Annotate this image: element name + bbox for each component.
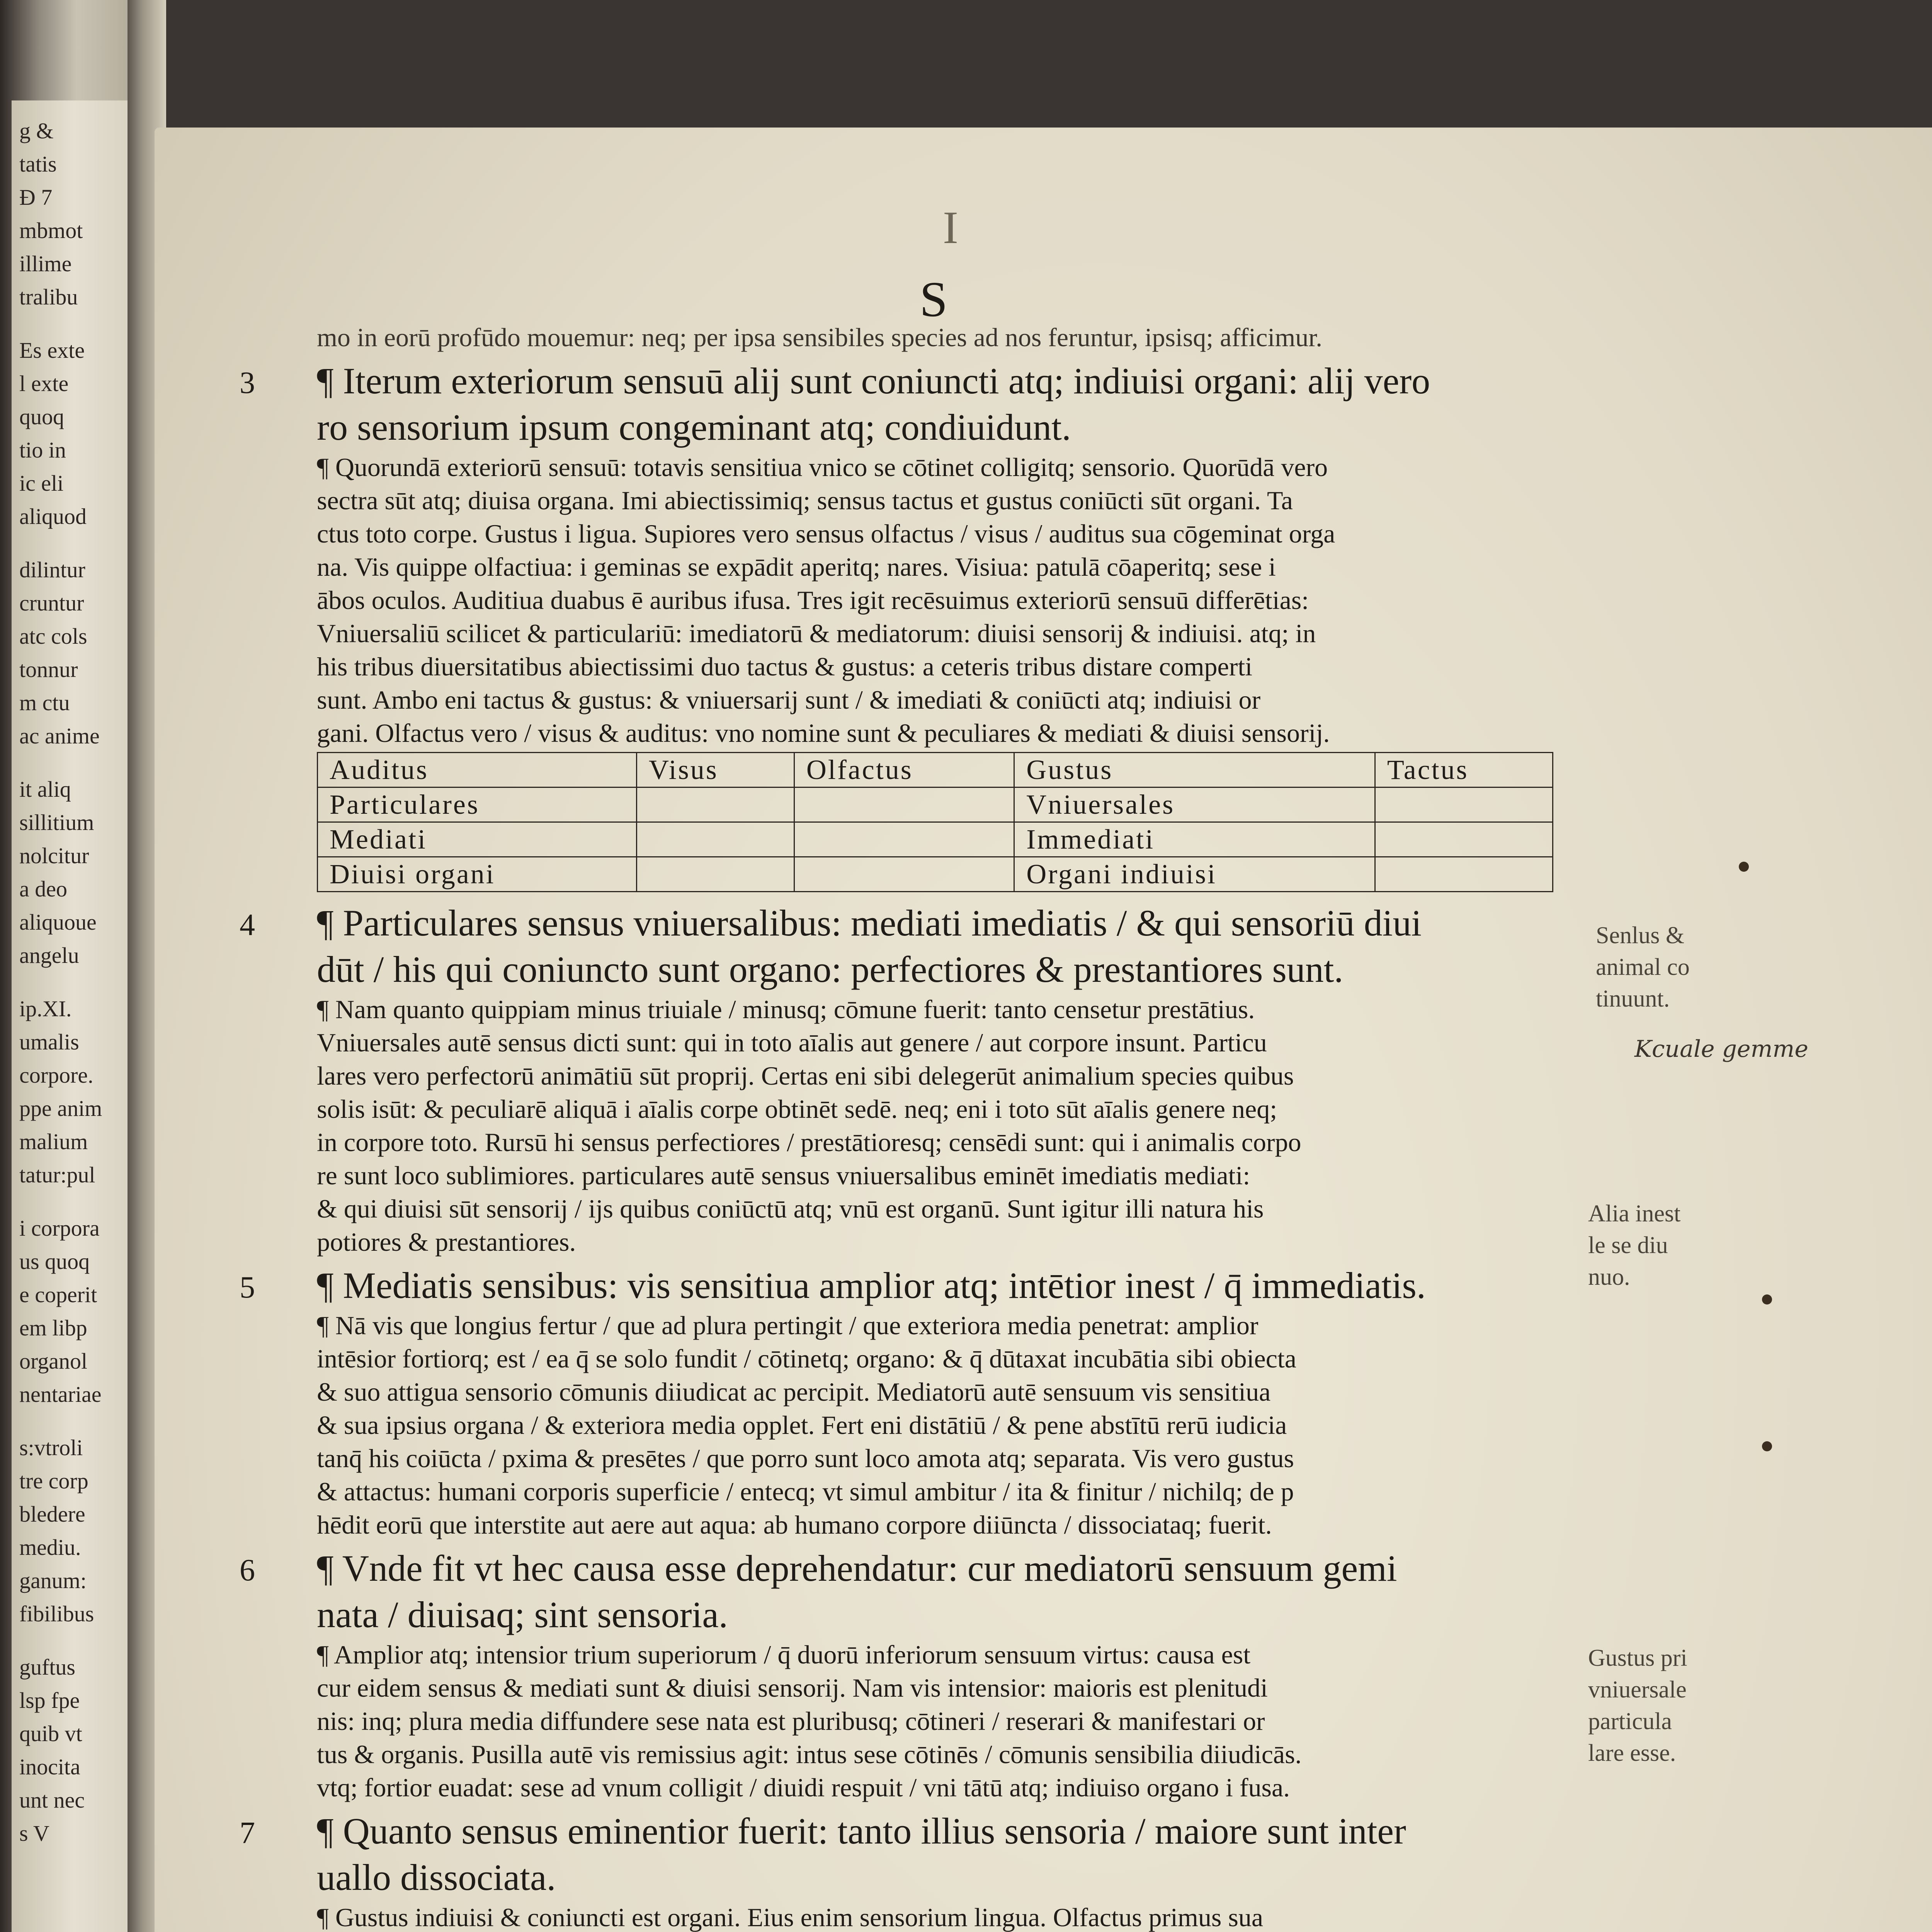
commentary-line: vtq; fortior euadat: sese ad vnum colligit / diuidi respuit / vni tātū atq; indiuiso organo i fusa. (317, 1773, 1290, 1802)
facing-page-fragment: malium (19, 1129, 88, 1154)
facing-page-fragment: umalis (19, 1029, 79, 1054)
table-cell: Immediati (1014, 822, 1375, 857)
proposition-section (240, 1262, 1592, 1541)
handwritten-note: Kcuale gemme (1634, 1036, 1808, 1063)
table-cell: Tactus (1375, 753, 1553, 787)
proposition-number: 3 (240, 366, 255, 400)
table-cell (794, 857, 1014, 892)
facing-page-fragment: s V (19, 1821, 49, 1846)
facing-page-fragment: e coperit (19, 1282, 97, 1307)
facing-page-fragment: g & (19, 118, 54, 143)
table-cell: Olfactus (794, 753, 1014, 787)
facing-page-fragment: inocita (19, 1754, 80, 1779)
facing-page-fragment: tonnur (19, 657, 78, 682)
facing-page-fragment: us quoq (19, 1249, 90, 1274)
proposition-number: 4 (240, 908, 255, 942)
commentary-line: ¶ Amplior atq; intensior trium superiorum / q̄ duorū inferiorum sensuum virtus: causa est (317, 1640, 1251, 1669)
facing-page-fragment: ganum: (19, 1568, 87, 1593)
proposition-heading-line: ro sensorium ipsum congeminant atq; condiuidunt. (317, 406, 1071, 448)
commentary-line: ¶ Quorundā exteriorū sensuū: totavis sensitiua vnico se cōtinet colligitq; sensorio. Quorūdā vero (317, 452, 1328, 482)
margin-note-line: nuo. (1588, 1264, 1630, 1290)
facing-page-fragment: quoq (19, 404, 64, 429)
facing-page-fragment: sillitium (19, 810, 94, 835)
proposition-heading-line: uallo dissociata. (317, 1857, 556, 1898)
facing-page-fragment: it aliq (19, 777, 71, 802)
table-cell (1375, 787, 1553, 822)
margin-note-line: particula (1588, 1708, 1672, 1735)
facing-page-fragment: ic eli (19, 471, 64, 496)
proposition-number: 6 (240, 1553, 255, 1587)
table-cell (794, 787, 1014, 822)
margin-note-line: Alia inest (1588, 1201, 1681, 1227)
facing-page-fragment: nolcitur (19, 843, 89, 868)
main-text (240, 251, 1592, 1932)
ink-spot (1762, 1294, 1772, 1304)
proposition-number: 5 (240, 1270, 255, 1304)
table-cell: Gustus (1014, 753, 1375, 787)
commentary-line: intēsior fortiorq; est / ea q̄ se solo fundit / cōtinetq; organo: & q̄ dūtaxat incubātia sibi obiecta (317, 1344, 1296, 1373)
commentary-line: potiores & prestantiores. (317, 1227, 576, 1257)
margin-note-a (1596, 920, 1690, 1015)
table-cell: Particulares (318, 787, 637, 822)
commentary-line: tanq̄ his coiūcta / pxima & presētes / que porro sunt loco amota atq; separata. Vis vero gustus (317, 1444, 1294, 1473)
table-cell: Organi indiuisi (1014, 857, 1375, 892)
proposition-number: 7 (240, 1816, 255, 1850)
proposition-section (240, 1808, 1592, 1932)
commentary-line: & suo attigua sensorio cōmunis diiudicat ac percipit. Mediatorū autē sensuum vis sensitiua (317, 1377, 1271, 1406)
facing-page-fragment: aliquod (19, 504, 87, 529)
commentary-line: lares vero perfectorū animātiū sūt proprij. Certas eni sibi delegerūt animalium species quibus (317, 1061, 1294, 1090)
facing-page-fragment: aliquoue (19, 910, 97, 935)
table-cell (794, 822, 1014, 857)
commentary-line: nis: inq; plura media diffundere sese nata est pluribusq; cōtineri / reserari & manifestari or (317, 1706, 1265, 1736)
page-signature-mark: I (943, 202, 958, 253)
proposition-heading-line: ¶ Mediatis sensibus: vis sensitiua amplior atq; intētior inest / q̄ immediatis. (317, 1265, 1426, 1306)
commentary-line: Vniuersales autē sensus dicti sunt: qui in toto aīalis aut genere / aut corpore insunt. Particu (317, 1028, 1267, 1057)
facing-page-fragment: a deo (19, 876, 67, 901)
facing-page-fragment: nentariae (19, 1382, 102, 1407)
facing-page-fragment: unt nec (19, 1787, 85, 1813)
table-row (318, 787, 1553, 822)
table-cell (1375, 822, 1553, 857)
table-cell: Visus (637, 753, 794, 787)
margin-note-line: Senlus & (1596, 922, 1685, 949)
commentary-line: solis isūt: & peculiarē aliquā i aīalis corpe obtinēt sedē. neq; eni i toto sūt aīalis genere neq; (317, 1094, 1277, 1124)
table-cell: Auditus (318, 753, 637, 787)
facing-page-fragment: em libp (19, 1315, 87, 1340)
commentary-line: his tribus diuersitatibus abiectissimi duo tactus & gustus: a ceteris tribus distare comperti (317, 652, 1253, 681)
commentary-line: ¶ Nā vis que longius fertur / que ad plura pertingit / que exteriora media penetrat: amplior (317, 1311, 1259, 1340)
table-cell (637, 822, 794, 857)
proposition-heading-line: ¶ Particulares sensus vniuersalibus: mediati imediatis / & qui sensoriū diui (317, 902, 1422, 944)
facing-page-fragment: angelu (19, 943, 79, 968)
margin-note-c (1588, 1642, 1687, 1769)
commentary-line: ¶ Gustus indiuisi & coniuncti est organi. Eius enim sensorium lingua. Olfactus primus sua (317, 1903, 1263, 1932)
facing-page-fragment: mediu. (19, 1535, 81, 1560)
proposition-section (240, 900, 1592, 1259)
commentary-line: sunt. Ambo eni tactus & gustus: & vniuersarij sunt / & imediati & coniūcti atq; indiuisi or (317, 685, 1261, 714)
facing-page-fragment: atc cols (19, 624, 87, 649)
proposition-heading-line: ¶ Vnde fit vt hec causa esse deprehendatur: cur mediatorū sensuum gemi (317, 1548, 1397, 1589)
table-cell: Mediati (318, 822, 637, 857)
facing-page-fragment: m ctu (19, 690, 70, 715)
margin-note-line: lare esse. (1588, 1740, 1676, 1766)
facing-page-fragment: guftus (19, 1655, 75, 1680)
facing-page-fragment: tatis (19, 151, 57, 177)
facing-page-fragment: tralibu (19, 284, 78, 310)
table-row (318, 753, 1553, 787)
facing-page-fragment: tre corp (19, 1468, 88, 1493)
commentary-line: & sua ipsius organa / & exteriora media opplet. Fert eni distātiū / & pene abstītū rerū iudicia (317, 1410, 1287, 1440)
ink-spot (1762, 1441, 1772, 1451)
commentary-line: ¶ Nam quanto quippiam minus triuiale / minusq; cōmune fuerit: tanto censetur prestātius. (317, 995, 1255, 1024)
table-row (318, 857, 1553, 892)
facing-page-fragment: Ɖ 7 (19, 185, 53, 210)
facing-page-fragment: l exte (19, 371, 69, 396)
proposition-heading-line: ¶ Quanto sensus eminentior fuerit: tanto illius sensoria / maiore sunt inter (317, 1810, 1406, 1852)
top-faint-line: mo in eorū profūdo mouemur: neq; per ipsa sensibiles species ad nos feruntur, ipsisq; afficimur. (317, 323, 1323, 352)
table-cell (637, 787, 794, 822)
table-cell: Diuisi organi (318, 857, 637, 892)
facing-page-fragment: organol (19, 1349, 88, 1374)
facing-page-fragment: illime (19, 251, 72, 276)
facing-page-fragment: bledere (19, 1502, 85, 1527)
facing-page-fragment: i corpora (19, 1216, 100, 1241)
commentary-line: hēdit eorū que interstite aut aere aut aqua: ab humano corpore diiūncta / dissociataq; fuerit. (317, 1510, 1272, 1539)
commentary-line: tus & organis. Pusilla autē vis remissius agit: intus sese cōtinēs / cōmunis sensibilia diiudicās. (317, 1740, 1302, 1769)
running-head: S (920, 272, 948, 327)
commentary-line: cur eidem sensus & mediati sunt & diuisi sensorij. Nam vis intensior: maioris est plenitudi (317, 1673, 1268, 1702)
facing-page-fragment: Es exte (19, 338, 85, 363)
facing-page-fragment: lsp fpe (19, 1688, 80, 1713)
facing-page-fragment: mbmot (19, 218, 83, 243)
commentary-line: gani. Olfactus vero / visus & auditus: vno nomine sunt & peculiares & mediati & diuisi sensorij. (317, 718, 1330, 748)
commentary-line: & qui diuisi sūt sensorij / ijs quibus coniūctū atq; vnū est organū. Sunt igitur illi natura his (317, 1194, 1264, 1223)
facing-page-fragment: s:vtroli (19, 1435, 83, 1460)
table-cell: Vniuersales (1014, 787, 1375, 822)
commentary-line: ābos oculos. Auditiua duabus ē auribus ifusa. Tres igit recēsuimus exteriorū sensuū differētias: (317, 585, 1309, 615)
margin-note-b (1588, 1198, 1680, 1293)
margin-note-line: animal co (1596, 954, 1690, 980)
commentary-line: re sunt loco sublimiores. particulares autē sensus vniuersalibus eminēt imediatis mediati: (317, 1161, 1250, 1190)
facing-page-fragment: ac anime (19, 723, 100, 748)
proposition-heading-line: nata / diuisaq; sint sensoria. (317, 1594, 728, 1635)
margin-note-line: Gustus pri (1588, 1645, 1687, 1671)
facing-page-fragment: corpore. (19, 1063, 94, 1088)
facing-page-fragment: dilintur (19, 557, 85, 582)
commentary-line: in corpore toto. Rursū hi sensus perfectiores / prestātioresq; censēdi sunt: qui i animalis corpo (317, 1128, 1301, 1157)
facing-page-fragment: fibilibus (19, 1601, 94, 1626)
table-cell (1375, 857, 1553, 892)
margin-note-line: tinuunt. (1596, 986, 1670, 1012)
proposition-heading-line: ¶ Iterum exteriorum sensuū alij sunt coniuncti atq; indiuisi organi: alij vero (317, 360, 1430, 401)
commentary-line: ctus toto corpe. Gustus i ligua. Supiores vero sensus olfactus / visus / auditus sua cōgeminat orga (317, 519, 1335, 548)
facing-page-fragment: quib vt (19, 1721, 82, 1746)
ink-spot (1739, 862, 1749, 872)
facing-page-fragment: ip.XI. (19, 996, 72, 1021)
commentary-line: & attactus: humani corporis superficie / entecq; vt simul ambitur / ita & finitur / nichilq; de p (317, 1477, 1294, 1506)
facing-page (12, 100, 135, 1932)
margin-note-line: vniuersale (1588, 1677, 1687, 1703)
table-cell (637, 857, 794, 892)
proposition-section (240, 1545, 1592, 1804)
commentary-line: Vniuersaliū scilicet & particulariū: imediatorū & mediatorum: diuisi sensorij & indiuisi. atq; in (317, 619, 1316, 648)
proposition-heading-line: dūt / his qui coniuncto sunt organo: perfectiores & prestantiores sunt. (317, 949, 1344, 990)
proposition-section (240, 358, 1592, 750)
commentary-line: sectra sūt atq; diuisa organa. Imi abiectissimiq; sensus tactus et gustus coniūcti sūt organi. Ta (317, 486, 1293, 515)
facing-page-fragment: tio in (19, 437, 66, 463)
facing-page-fragment: cruntur (19, 590, 84, 616)
facing-page-fragment: ppe anim (19, 1096, 102, 1121)
margin-note-line: le se diu (1588, 1232, 1668, 1259)
commentary-line: na. Vis quippe olfactiua: i geminas se expādit aperitq; nares. Visiua: patulā cōaperitq; sese i (317, 552, 1276, 582)
facing-page-fragment: tatur:pul (19, 1162, 95, 1187)
senses-table (317, 752, 1553, 892)
table-row (318, 822, 1553, 857)
